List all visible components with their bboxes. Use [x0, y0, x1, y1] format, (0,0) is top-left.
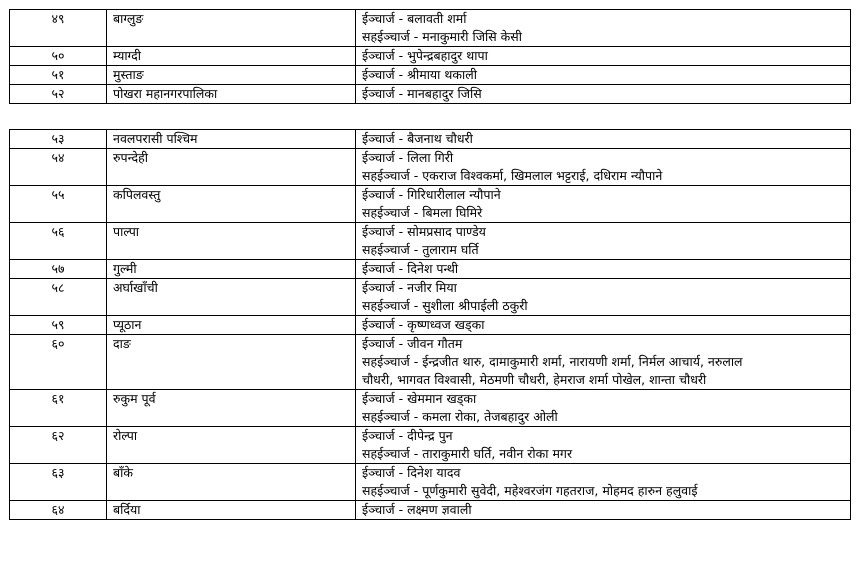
district-name: अर्घाखाँची — [107, 279, 356, 316]
district-name: रुकुम पूर्व — [107, 390, 356, 427]
table-row — [10, 260, 851, 279]
table-2-body — [10, 130, 851, 520]
incharge-line: ईञ्चार्ज - गिरिधारीलाल न्यौपाने — [362, 187, 501, 202]
table-row — [10, 316, 851, 335]
table-row — [10, 464, 851, 501]
co-incharge-line: सहईञ्चार्ज - तुलाराम घर्ति — [362, 242, 479, 257]
co-incharge-line: सहईञ्चार्ज - ईन्द्रजीत थारु, दामाकुमारी शर्मा, नारायणी शर्मा, निर्मल आचार्य, नरुलाल — [362, 354, 743, 369]
table-row — [10, 47, 851, 66]
serial-number: ६० — [10, 335, 107, 390]
incharge-line: ईञ्चार्ज - मानबहादुर जिसि — [362, 86, 482, 101]
serial-number: ५८ — [10, 279, 107, 316]
incharge-line: ईञ्चार्ज - खेममान खड्का — [362, 391, 477, 406]
co-incharge-line: सहईञ्चार्ज - पूर्णकुमारी सुवेदी, महेश्वरजंग गहतराज, मोहमद हारुन हलुवाई — [362, 483, 698, 498]
table-row — [10, 149, 851, 186]
serial-number: ५९ — [10, 316, 107, 335]
serial-number: ५३ — [10, 130, 107, 149]
assignment-cell — [356, 335, 851, 390]
assignment-cell — [356, 427, 851, 464]
assignment-cell — [356, 47, 851, 66]
district-name: मुस्ताङ — [107, 66, 356, 85]
assignment-cell — [356, 10, 851, 47]
assignment-table-1 — [9, 9, 851, 104]
assignment-cell — [356, 390, 851, 427]
table-row — [10, 130, 851, 149]
assignment-cell — [356, 186, 851, 223]
assignment-cell — [356, 464, 851, 501]
table-1-body — [10, 10, 851, 104]
district-name: म्याग्दी — [107, 47, 356, 66]
serial-number: ५६ — [10, 223, 107, 260]
district-name: बाग्लुङ — [107, 10, 356, 47]
serial-number: ५७ — [10, 260, 107, 279]
district-name: पोखरा महानगरपालिका — [107, 85, 356, 104]
assignment-cell — [356, 130, 851, 149]
incharge-line: ईञ्चार्ज - जीवन गौतम — [362, 336, 463, 351]
assignment-cell — [356, 66, 851, 85]
assignment-cell — [356, 279, 851, 316]
district-name: दाङ — [107, 335, 356, 390]
serial-number: ५२ — [10, 85, 107, 104]
incharge-line: ईञ्चार्ज - दिनेश यादव — [362, 465, 461, 480]
incharge-line: ईञ्चार्ज - बलावती शर्मा — [362, 11, 467, 26]
district-name: रोल्पा — [107, 427, 356, 464]
table-row — [10, 390, 851, 427]
district-name: रुपन्देही — [107, 149, 356, 186]
co-incharge-line: सहईञ्चार्ज - कमला रोका, तेजबहादुर ओली — [362, 409, 558, 424]
district-name: बाँके — [107, 464, 356, 501]
district-name: गुल्मी — [107, 260, 356, 279]
incharge-line: ईञ्चार्ज - श्रीमाया थकाली — [362, 67, 477, 82]
table-row — [10, 279, 851, 316]
co-incharge-line: चौधरी, भागवत विश्वासी, मेठमणी चौधरी, हेमराज शर्मा पोखेल, शान्ता चौधरी — [362, 372, 707, 387]
district-name: नवलपरासी पश्चिम — [107, 130, 356, 149]
co-incharge-line: सहईञ्चार्ज - बिमला घिमिरे — [362, 205, 483, 220]
table-row — [10, 66, 851, 85]
assignment-table-2 — [9, 129, 851, 520]
co-incharge-line: सहईञ्चार्ज - सुशीला श्रीपाईली ठकुरी — [362, 298, 528, 313]
district-name: प्यूठान — [107, 316, 356, 335]
co-incharge-line: सहईञ्चार्ज - एकराज विश्वकर्मा, खिमलाल भट्टराई, दधिराम न्यौपाने — [362, 168, 663, 183]
incharge-line: ईञ्चार्ज - लक्ष्मण ज्ञवाली — [362, 502, 472, 517]
serial-number: ५४ — [10, 149, 107, 186]
table-row — [10, 186, 851, 223]
table-row — [10, 427, 851, 464]
assignment-cell — [356, 501, 851, 520]
assignment-cell — [356, 149, 851, 186]
district-name: बर्दिया — [107, 501, 356, 520]
table-row — [10, 501, 851, 520]
serial-number: ६२ — [10, 427, 107, 464]
incharge-line: ईञ्चार्ज - बैजनाथ चौधरी — [362, 131, 473, 146]
incharge-line: ईञ्चार्ज - दीपेन्द्र पुन — [362, 428, 453, 443]
incharge-line: ईञ्चार्ज - सोमप्रसाद पाण्डेय — [362, 224, 486, 239]
incharge-line: ईञ्चार्ज - दिनेश पन्थी — [362, 261, 459, 276]
incharge-line: ईञ्चार्ज - भुपेन्द्रबहादुर थापा — [362, 48, 488, 63]
serial-number: ५५ — [10, 186, 107, 223]
serial-number: ५१ — [10, 66, 107, 85]
serial-number: ६४ — [10, 501, 107, 520]
incharge-line: ईञ्चार्ज - कृष्णध्वज खड्का — [362, 317, 485, 332]
serial-number: ६१ — [10, 390, 107, 427]
table-row — [10, 10, 851, 47]
assignment-cell — [356, 85, 851, 104]
table-row — [10, 223, 851, 260]
assignment-cell — [356, 223, 851, 260]
district-name: कपिलवस्तु — [107, 186, 356, 223]
incharge-line: ईञ्चार्ज - नजीर मिया — [362, 280, 457, 295]
serial-number: ६३ — [10, 464, 107, 501]
incharge-line: ईञ्चार्ज - लिला गिरी — [362, 150, 454, 165]
assignment-cell — [356, 260, 851, 279]
table-row — [10, 85, 851, 104]
table-row — [10, 335, 851, 390]
assignment-cell — [356, 316, 851, 335]
district-name: पाल्पा — [107, 223, 356, 260]
serial-number: ५० — [10, 47, 107, 66]
co-incharge-line: सहईञ्चार्ज - मनाकुमारी जिसि केसी — [362, 29, 522, 44]
serial-number: ४९ — [10, 10, 107, 47]
co-incharge-line: सहईञ्चार्ज - ताराकुमारी घर्ति, नवीन रोका मगर — [362, 446, 573, 461]
